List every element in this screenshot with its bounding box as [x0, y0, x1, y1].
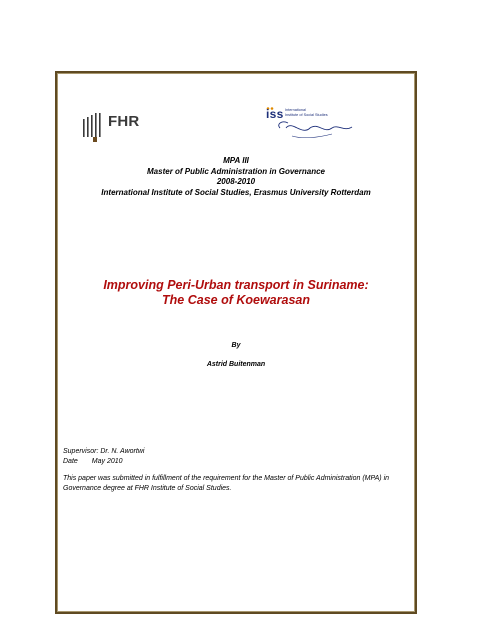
- iss-wordmark: iss: [266, 107, 284, 121]
- by-label: By: [231, 342, 241, 349]
- program-line: 2008-2010: [216, 177, 256, 186]
- program-line: International Institute of Social Studies, Erasmus University Rotterdam: [101, 187, 371, 197]
- program-block: [57, 156, 415, 198]
- author-name: Astrid Buitenman: [206, 361, 266, 368]
- thesis-title: Improving Peri-Urban transport in Suriname: The Case of Koewarasan: [103, 278, 369, 307]
- program-line: MPA III: [223, 156, 249, 165]
- fhr-wordmark: FHR: [108, 113, 140, 130]
- date-line: [63, 457, 123, 467]
- date-value: May 2010: [91, 458, 123, 465]
- program-line: Master of Public Administration in Governance: [147, 166, 325, 176]
- date-label: Date: [63, 458, 78, 465]
- supervisor-line: Supervisor: Dr. N. Awortwi: [63, 448, 145, 455]
- submission-note: This paper was submitted in fulfillment of the requirement for the Master of Public Administration (MPA) in Governance degree at FHR Institute of Social Studies.: [63, 475, 390, 492]
- iss-subtitle: International Institute of Social Studies: [285, 108, 328, 117]
